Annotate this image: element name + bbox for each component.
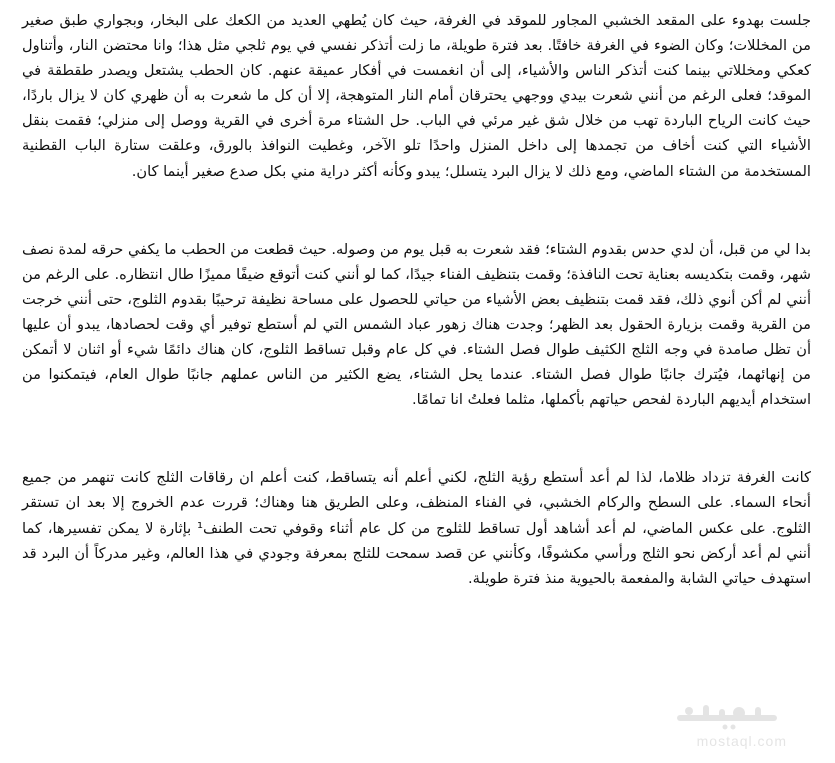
watermark-domain: mostaql.com <box>696 733 787 749</box>
paragraph-1: جلست بهدوء على المقعد الخشبي المجاور للموقد في الغرفة، حيث كان يُطهي العديد من الكعك على البخار، وبجواري طبق صغير من المخللات؛ وكان الضوء في الغرفة خافتًا. بعد فترة طويلة، ما زلت أتذكر نفسي في يوم ثلجي مثل هذا؛ وانا محتضن النار، وأتناول كعكي ومخللاتي بينما كنت أتذكر الناس والأشياء، إلى أن انغمست في أفكار عميقة عنهم. كان الحطب يشتعل ويصدر طقطقة في الموقد؛ فعلى الرغم من أنني شعرت بيدي ووجهي يحترقان أمام النار المتوهجة، إلا أن كل ما شعرت به أن ظهري كان لا يزال باردًا، حيث كانت الرياح الباردة تهب من خلال شق غير مرئي في الباب. حل الشتاء مرة أخرى في القرية ووصل إلى منزلي؛ فقمت بنقل الأشياء التي كنت أخاف من تجمدها إلى داخل المنزل واحدًا تلو الآخر، وغطيت النوافذ بالورق، وعلقت ستارة الباب القطنية المستخدمة من الشتاء الماضي، ومع ذلك لا يزال البرد يتسلل؛ يبدو وكأنه أكثر دراية مني بكل صدع صغير أينما كان. <box>22 12 811 180</box>
paragraph-3: كانت الغرفة تزداد ظلاما، لذا لم أعد أستطع رؤية الثلج، لكني أعلم أنه يتساقط، كنت أعلم ان رقاقات الثلج كانت تنهمر من جميع أنحاء السماء. على السطح والركام الخشبي، في الفناء المنظف، وعلى الطريق هنا وهناك؛ قررت عدم الخروج إلا بعد ان تستقر الثلوج. على عكس الماضي، لم أعد أشاهد أول تساقط للثلوج من كل عام أثناء وقوفي تحت الطنف¹ بإثارة لا يمكن تفسيرها، كما أنني لم أعد أركض نحو الثلج ورأسي مكشوفًا، وكأنني عن قصد سمحت للثلج بمعرفة وجودي في هذا العالم، وغير مدركاً أن البرد قد استهدف حياتي الشابة والمفعمة بالحيوية منذ فترة طويلة. <box>22 469 812 587</box>
paragraph-2: بدا لي من قبل، أن لدي حدس بقدوم الشتاء؛ فقد شعرت به قبل يوم من وصوله. حيث قطعت من الحطب ما يكفي حرقه لمدة نصف شهر، وقمت بتكديسه بعناية تحت النافذة؛ وقمت بتنظيف الفناء جيدًا، كما لو أنني كنت أتوقع ضيفًا مميزًا طال انتظاره. على الرغم من أنني لم أكن أنوي ذلك، فقد قمت بتنظيف بعض الأشياء من حياتي للحصول على مساحة نظيفة ترحيبًا بقدوم الثلوج، حتى أنني خرجت من القرية وقمت بزيارة الحقول بعد الظهر؛ وجدت هناك زهور عباد الشمس التي لم أستطع توفير أي وقت لحصادها، يبدو أن عليها أن تظل صامدة في وجه الثلج الكثيف طوال فصل الشتاء. في كل عام وقبل تساقط الثلوج، كان هناك دائمًا شيء أو اثنان لا أتمكن من إنهائهما، فيُترك جانبًا طوال فصل الشتاء. عندما يحل الشتاء، يضع الكثير من الناس عملهم جانبًا طوال العام، فيتمكنوا من استخدام أيديهم الباردة لفحص حياتهم بأكملها، مثلما فعلتُ انا تمامًا. <box>22 240 811 409</box>
